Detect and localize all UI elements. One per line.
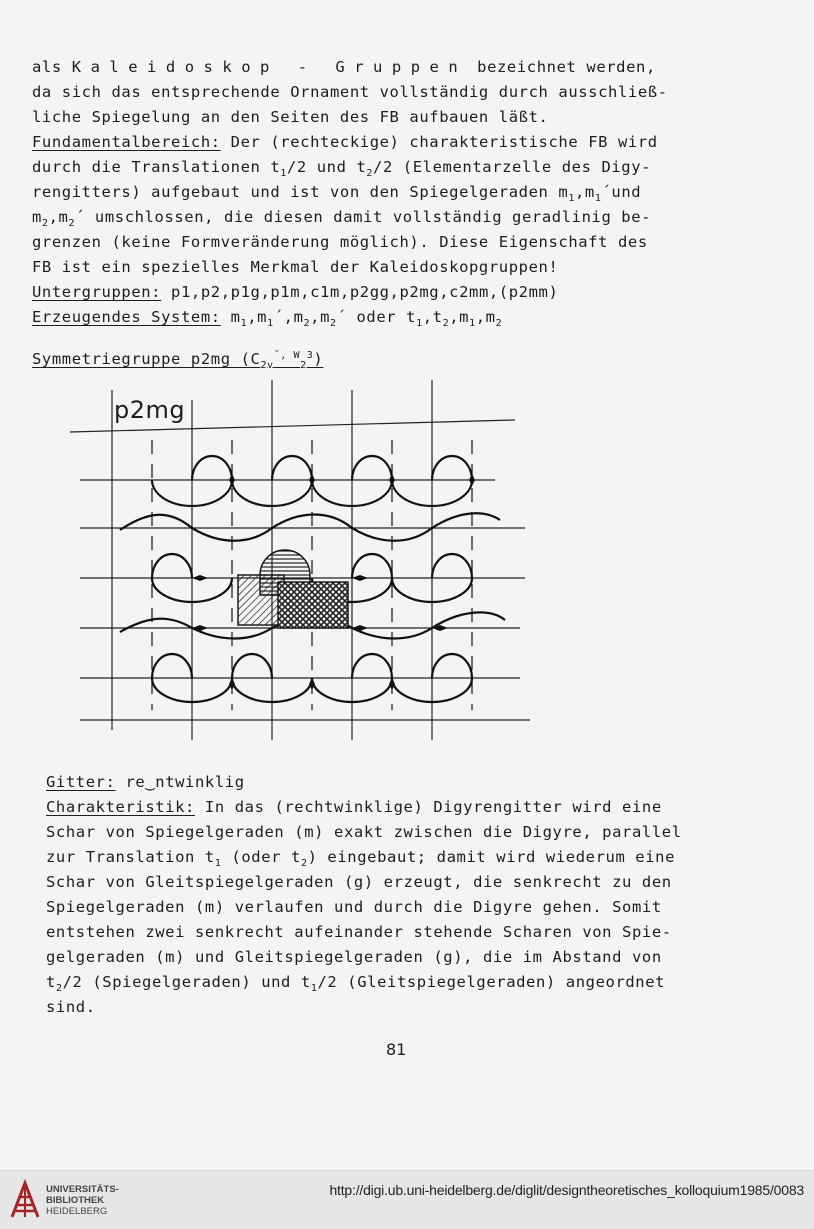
text-line-c7: gelgeraden (m) und Gleitspiegelgeraden (g), die im Abstand von (46, 948, 662, 966)
gitter-label: Gitter: (46, 773, 116, 791)
text-line-2: da sich das entsprechende Ornament vollständig durch ausschließ- (32, 83, 668, 101)
text-line-8: grenzen (keine Formveränderung möglich). Diese Eigenschaft des (32, 233, 648, 251)
page-number: 81 (386, 1040, 407, 1059)
erzeugendes-system-line: Erzeugendes System: $m_1,m_1´,m_2,m_2´$ oder $t_1,t_2,m_1,m_2$ (32, 308, 503, 330)
library-name: UNIVERSITÄTS- BIBLIOTHEK HEIDELBERG (46, 1184, 119, 1217)
figure-label: p2mg (114, 396, 186, 424)
text-line-1: als Kaleidoskop - Gruppen bezeichnet werden, (32, 58, 656, 76)
text-line-c8: $t_2/2$ (Spiegelgeraden) und $t_1/2$ (Gleitspiegelgeraden) angeordnet (46, 973, 666, 995)
untergruppen-line: Untergruppen: p1,p2,p1g,p1m,c1m,p2gg,p2mg,c2mm,(p2mm) (32, 283, 559, 301)
fundamentalbereich-label: Fundamentalbereich: (32, 133, 221, 151)
p2mg-pattern-figure (60, 370, 530, 754)
viewer-footer (0, 1170, 814, 1229)
text-line-c2: Schar von Spiegelgeraden (m) exakt zwischen die Digyre, parallel (46, 823, 682, 841)
text-line-3: liche Spiegelung an den Seiten des FB aufbauen läßt. (32, 108, 549, 126)
symmetriegruppe-heading: Symmetriegruppe p2mg $(C_{2v}^{˘, W}_2^3)$ (32, 349, 324, 372)
gitter-line: Gitter: re‿ntwinklig (46, 773, 245, 791)
text-line-9: FB ist ein spezielles Merkmal der Kaleidoskopgruppen! (32, 258, 559, 276)
kaleidoskop-gruppen-term: Kaleidoskop - Gruppen (71, 58, 468, 76)
library-logo-icon (8, 1179, 42, 1221)
charakteristik-label: Charakteristik: (46, 798, 195, 816)
erzeugendes-system-label: Erzeugendes System: (32, 308, 221, 326)
text-line-7: $m_2,m_2´$ umschlossen, die diesen damit vollständig geradlinig be- (32, 208, 652, 230)
text-line-c5: Spiegelgeraden (m) verlaufen und durch die Digyre gehen. Somit (46, 898, 662, 916)
text-line-c3: zur Translation $t_1$ (oder $t_2$) eingebaut; damit wird wiederum eine (46, 848, 676, 870)
text-line-6: rengitters) aufgebaut und ist von den Spiegelgeraden $m_1,m_1´und$ (32, 183, 642, 205)
p2mg-lattice-drawing (60, 370, 530, 750)
untergruppen-label: Untergruppen: (32, 283, 162, 301)
fundamentalbereich-line: Fundamentalbereich: Der (rechteckige) charakteristische FB wird (32, 133, 658, 151)
text-line-c6: entstehen zwei senkrecht aufeinander stehende Scharen von Spie- (46, 923, 672, 941)
fundamental-region (238, 550, 348, 628)
text-line-c9: sind. (46, 998, 96, 1016)
text-line-c4: Schar von Gleitspiegelgeraden (g) erzeugt, die senkrecht zu den (46, 873, 672, 891)
charakteristik-line: Charakteristik: In das (rechtwinklige) Digyrengitter wird eine (46, 798, 662, 816)
document-url-link[interactable]: http://digi.ub.uni-heidelberg.de/diglit/designtheoretisches_kolloquium1985/0083 (329, 1182, 804, 1198)
text-line-5: durch die Translationen $t_1/2$ und $t_2/2$ (Elementarzelle des Digy- (32, 158, 652, 180)
